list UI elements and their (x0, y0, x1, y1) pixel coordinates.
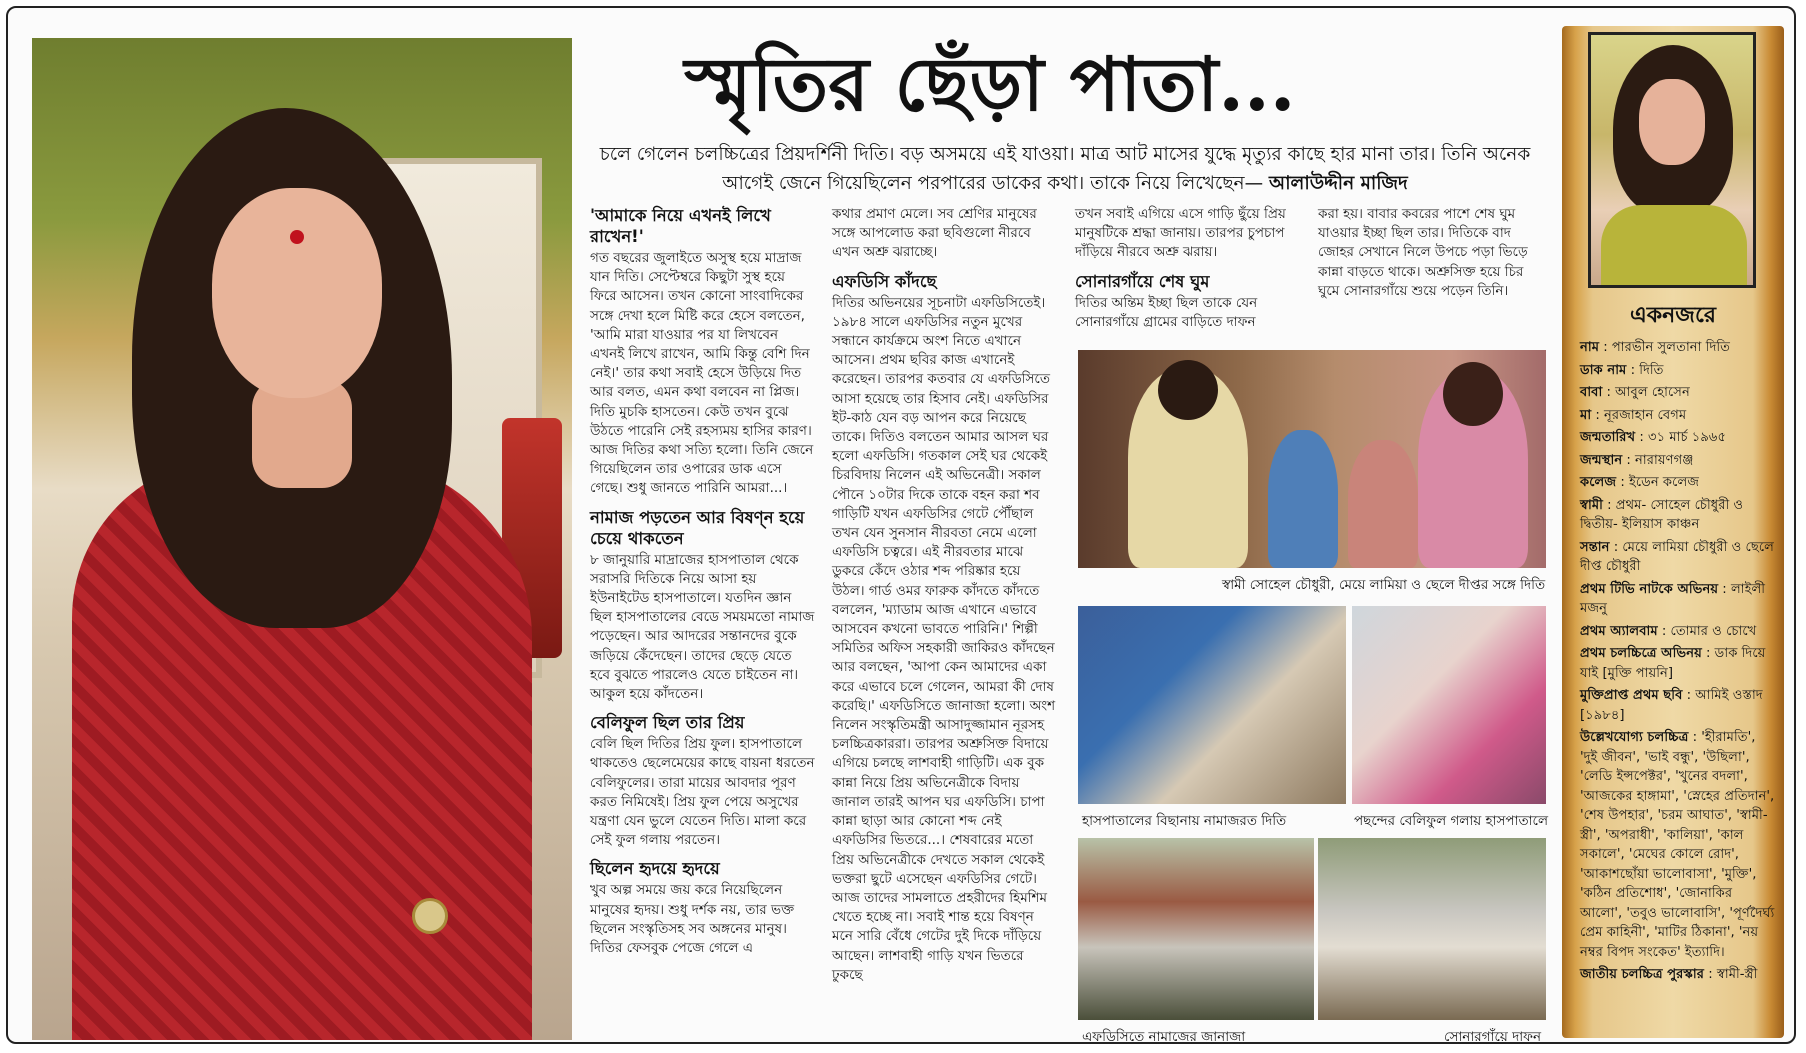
article-column-2 (832, 205, 1057, 989)
portrait-watch (412, 898, 448, 934)
figure-diti-head (1443, 362, 1503, 426)
hospital-flower-photo (1352, 606, 1546, 804)
fact-key: প্রথম চলচ্চিত্রে অভিনয় (1580, 646, 1702, 661)
subheading-sonargaon: সোনারগাঁয়ে শেষ ঘুম (1075, 271, 1210, 291)
fact-row: সন্তান : মেয়ে লামিয়া চৌধুরী ও ছেলে দীপ্ত চৌধুরী (1580, 539, 1775, 574)
fact-key: কলেজ (1580, 475, 1617, 490)
caption-janaza: এফডিসিতে নামাজের জানাজা (1082, 1029, 1246, 1045)
paragraph: করা হয়। বাবার কবরের পাশে শেষ ঘুম যাওয়ার ইচ্ছা ছিল তার। দিতিকে বাদ জোহর সেখানে নিলে উপচে পড়া ভিড়ে কান্না বাড়তে থাকে। অশ্রুসিক্ত হয়ে চির ঘুমে সোনারগাঁয়ে শুয়ে পড়েন তিনি। (1318, 206, 1528, 299)
fact-key: মুক্তিপ্রাপ্ত প্রথম ছবি (1580, 688, 1683, 703)
sidebar-portrait-photo (1588, 32, 1756, 288)
fact-value: স্বামী-স্ত্রী (1716, 967, 1758, 982)
fact-value: 'হীরামতি', 'দুই জীবন', 'ভাই বন্ধু', 'উছিলা', 'লেডি ইন্সপেক্টর', 'খুনের বদলা', 'আজকের হাঙ্গামা', 'স্নেহের প্রতিদান', 'শেষ উপহার', 'চরম আঘাত', 'স্বামী-স্ত্রী', 'অপরাধী', 'কালিয়া', 'কাল সকালে', 'মেঘের কোলে রোদ', 'আকাশছোঁয়া ভালোবাসা', 'মুক্তি', 'কঠিন প্রতিশোধ', 'জোনাকির আলো', 'তবুও ভালোবাসি', 'পূর্ণদৈর্ঘ্য প্রেম কাহিনী', 'মাটির ঠিকানা', 'নয় নম্বর বিপদ সংকেত' ইত্যাদি। (1580, 730, 1775, 960)
fact-value: ডাক দিয়ে যাই [মুক্তি পায়নি] (1580, 646, 1766, 681)
fact-key: মা (1580, 407, 1592, 423)
portrait-bindi (290, 230, 304, 244)
subheading-write-now: 'আমাকে নিয়ে এখনই লিখে রাখেন!' (590, 206, 771, 246)
paragraph: তখন সবাই এগিয়ে এসে গাড়ি ছুঁয়ে প্রিয় মানুষটিকে শ্রদ্ধা জানায়। তারপর চুপচাপ দাঁড়িয়ে নীরবে অশ্রু ঝরায়। (1075, 206, 1286, 261)
fact-key: বাবা (1580, 385, 1603, 400)
fact-value: লাইলী মজনু (1580, 581, 1766, 616)
fact-row: জাতীয় চলচ্চিত্র পুরস্কার : স্বামী-স্ত্রী (1580, 967, 1758, 982)
fact-value: আবুল হোসেন (1615, 385, 1690, 400)
janaza-photo (1078, 838, 1314, 1020)
fact-value: পারভীন সুলতানা দিতি (1611, 340, 1731, 355)
fact-list (1580, 338, 1776, 988)
hospital-prayer-photo (1078, 606, 1346, 804)
paragraph: কথার প্রমাণ মেলে। সব শ্রেণির মানুষের সঙ্গে আপলোড করা ছবিগুলো নীরবে এখন অশ্রু ঝরাচ্ছে। (832, 206, 1037, 261)
article-column-4 (1318, 205, 1540, 305)
fact-value: প্রথম- সোহেল চৌধুরী ও দ্বিতীয়- ইলিয়াস কাঞ্চন (1580, 497, 1744, 532)
family-photo (1078, 350, 1546, 568)
fact-key: জাতীয় চলচ্চিত্র পুরস্কার (1580, 967, 1705, 982)
caption-flower: পছন্দের বেলিফুল গলায় হাসপাতালে (1354, 813, 1549, 829)
paragraph: দিতির অভিনয়ের সূচনাটা এফডিসিতেই। ১৯৮৪ সালে এফডিসির নতুন মুখের সন্ধানে কার্যক্রমে অংশ নিতে এখানে আসেন। প্রথম ছবির কাজ এখানেই করেছেন। তারপর কতবার যে এফডিসিতে আসা হয়েছে তার হিসাব নেই। এফডিসির ইট-কাঠ যেন বড় আপন করে নিয়েছে তাকে। দিতিও বলতেন আমার আসল ঘর হলো এফডিসি। গতকাল সেই ঘর থেকেই চিরবিদায় নিলেন এই অভিনেত্রী। সকাল পৌনে ১০টার দিকে তাকে বহন করা শব গাড়িটি যখন এফডিসির গেটে পৌঁছাল তখন যেন সুনসান নীরবতা নেমে এলো এফডিসি চত্বরে। এই নীরবতার মাঝে ডুকরে কেঁদে ওঠার শব্দ পরিষ্কার হয়ে উঠল। গার্ড ওমর ফারুক কাঁদতে কাঁদতে বললেন, 'ম্যাডাম আজ এখানে এভাবে আসবেন কখনো ভাবতে পারিনি।' শিল্পী সমিতির অফিস সহকারী জাকিরও কাঁদছেন আর বলছেন, 'আপা কেন আমাদের একা করে এভাবে চলে গেলেন, আমরা কী দোষ করেছি।' এফডিসিতে জানাজা হলো। অংশ নিলেন সংস্কৃতিমন্ত্রী আসাদুজ্জামান নূরসহ চলচ্চিত্রকাররা। তারপর অশ্রুসিক্ত বিদায়ে এগিয়ে চলছে লাশবাহী গাড়িটি। এক বুক কান্না নিয়ে প্রিয় অভিনেত্রীকে বিদায় জানাল তারই আপন ঘর এফডিসি। চাপা কান্না ছাড়া আর কোনো শব্দ নেই এফডিসির ভিতরে...। শেষবারের মতো প্রিয় অভিনেত্রীকে দেখতে সকাল থেকেই ভক্তরা ছুটে এসেছেন এফডিসির গেটে। আজ তাদের সামলাতে প্রহরীদের হিমশিম খেতে হচ্ছে না। সবাই শান্ত হয়ে বিষণ্ন মনে সারি বেঁধে গেটের দুই দিকে দাঁড়িয়ে আছেন। লাশবাহী গাড়ি যখন ভিতরে ঢুকছে (832, 294, 1056, 983)
byline: আলাউদ্দীন মাজিদ (1268, 173, 1408, 194)
fact-key: উল্লেখযোগ্য চলচ্চিত্র (1580, 730, 1689, 745)
fact-value: নারায়ণগঞ্জ (1635, 452, 1694, 468)
fact-row: জন্মতারিখ : ৩১ মার্চ ১৯৬৫ (1580, 430, 1727, 445)
figure-husband-head (1158, 360, 1218, 420)
fact-value: দিতি (1639, 362, 1664, 378)
paragraph: বেলি ছিল দিতির প্রিয় ফুল। হাসপাতালে থাকতেও ছেলেমেয়ের কাছে বায়না ধরতেন বেলিফুলের। তারা মায়ের আবদার পূরণ করত নিমিষেই। প্রিয় ফুল পেয়ে অসুখের যন্ত্রণা যেন ভুলে যেতেন দিতি। মালা করে সেই ফুল গলায় পরতেন। (590, 736, 815, 849)
fact-row: প্রথম চলচ্চিত্রে অভিনয় : ডাক দিয়ে যাই [মুক্তি পায়নি] (1580, 646, 1766, 681)
fact-value: মেয়ে লামিয়া চৌধুরী ও ছেলে দীপ্ত চৌধুরী (1580, 539, 1775, 574)
fact-key: জন্মস্থান (1580, 452, 1623, 468)
fact-row: ডাক নাম : দিতি (1580, 362, 1664, 378)
fact-value: নূরজাহান বেগম (1603, 407, 1687, 423)
fact-key: ডাক নাম (1580, 362, 1627, 378)
subheading-belifool: বেলিফুল ছিল তার প্রিয় (590, 713, 745, 733)
main-portrait-photo (32, 38, 572, 1040)
intro-text: চলে গেলেন চলচ্চিত্রের প্রিয়দর্শিনী দিতি। বড় অসময়ে এই যাওয়া। মাত্র আট মাসের যুদ্ধে মৃত্যুর কাছে হার মানা তার। তিনি অনেক আগেই জেনে গিয়েছিলেন পরপারের ডাকের কথা। তাকে নিয়ে লিখেছেন— (599, 144, 1531, 194)
fact-value: তোমার ও চোখে (1670, 623, 1757, 639)
fact-key: সন্তান (1580, 539, 1610, 555)
fact-key: স্বামী (1580, 497, 1603, 513)
sidebar-portrait-face (1639, 79, 1705, 165)
intro-paragraph (585, 140, 1545, 198)
paragraph: গত বছরের জুলাইতে অসুস্থ হয়ে মাদ্রাজ যান দিতি। সেপ্টেম্বরে কিছুটা সুস্থ হয়ে ফিরে আসেন। তখন কোনো সাংবাদিকের সঙ্গে দেখা হলে মিষ্টি করে হেসে বলতেন, 'আমি মারা যাওয়ার পর যা লিখবেন এখনই লিখে রাখেন, আমি কিন্তু বেশি দিন নেই।' তার কথা সবাই হেসে উড়িয়ে দিত আর বলত, এমন কথা বলবেন না প্লিজ। দিতি মুচকি হাসতেন। কেউ তখন বুঝে উঠতে পারেনি সেই রহস্যময় হাসির কারণ। আজ দিতির কথা সত্যি হলো। তিনি জেনে গিয়েছিলেন তার ওপারের ডাক এসে গেছে। শুধু জানতে পারিনি আমরা...। (590, 250, 814, 497)
article-column-1 (590, 205, 815, 962)
fact-row: নাম : পারভীন সুলতানা দিতি (1580, 340, 1731, 355)
fact-key: প্রথম অ্যালবাম (1580, 623, 1658, 639)
paragraph: দিতির অন্তিম ইচ্ছা ছিল তাকে যেন সোনারগাঁয়ে গ্রামের বাড়িতে দাফন (1075, 294, 1258, 330)
paragraph: ৮ জানুয়ারি মাদ্রাজের হাসপাতাল থেকে সরাসরি দিতিকে নিয়ে আসা হয় ইউনাইটেড হাসপাতালে। যতদিন জ্ঞান ছিল হাসপাতালের বেডে সময়মতো নামাজ পড়েছেন। আর আদরের সন্তানদের বুকে জড়িয়ে কেঁদেছেন। তাদের ছেড়ে যেতে হবে বুঝতে পারলেও যেতে চাইতেন না। আকুল হয়ে কাঁদতেন। (590, 551, 815, 703)
sidebar-title: একনজরে (1630, 303, 1716, 328)
sidebar-portrait-body (1601, 205, 1747, 288)
fact-value: ৩১ মার্চ ১৯৬৫ (1648, 430, 1727, 445)
fact-value: আমিই ওস্তাদ [১৯৮৪] (1580, 688, 1763, 723)
fact-row: স্বামী : প্রথম- সোহেল চৌধুরী ও দ্বিতীয়- ইলিয়াস কাঞ্চন (1580, 497, 1744, 532)
fact-row: বাবা : আবুল হোসেন (1580, 385, 1690, 400)
fact-row: জন্মস্থান : নারায়ণগঞ্জ (1580, 452, 1694, 468)
paragraph: খুব অল্প সময়ে জয় করে নিয়েছিলেন মানুষের হৃদয়। শুধু দর্শক নয়, তার ভক্ত ছিলেন সংস্কৃতিসহ সব অঙ্গনের মানুষ। দিতির ফেসবুক পেজে গেলে এ (590, 882, 795, 957)
fact-value: ইডেন কলেজ (1628, 475, 1700, 490)
fact-row: উল্লেখযোগ্য চলচ্চিত্র : 'হীরামতি', 'দুই জীবন', 'ভাই বন্ধু', 'উছিলা', 'লেডি ইন্সপেক্টর', 'খুনের বদলা', 'আজকের হাঙ্গামা', 'স্নেহের প্রতিদান', 'শেষ উপহার', 'চরম আঘাত', 'স্বামী-স্ত্রী', 'অপরাধী', 'কালিয়া', 'কাল সকালে', 'মেঘের কোলে রোদ', 'আকাশছোঁয়া ভালোবাসা', 'মুক্তি', 'কঠিন প্রতিশোধ', 'জোনাকির আলো', 'তবুও ভালোবাসি', 'পূর্ণদৈর্ঘ্য প্রেম কাহিনী', 'মাটির ঠিকানা', 'নয় নম্বর বিপদ সংকেত' ইত্যাদি। (1580, 730, 1775, 960)
fact-row: প্রথম টিভি নাটকে অভিনয় : লাইলী মজনু (1580, 581, 1766, 616)
fact-row: মা : নূরজাহান বেগম (1580, 407, 1687, 423)
subheading-prayer: নামাজ পড়তেন আর বিষণ্ন হয়ে চেয়ে থাকতেন (590, 507, 805, 548)
fact-key: নাম (1580, 340, 1600, 355)
fact-key: প্রথম টিভি নাটকে অভিনয় (1580, 581, 1719, 597)
subheading-hearts: ছিলেন হৃদয়ে হৃদয়ে (590, 859, 720, 879)
fact-row: মুক্তিপ্রাপ্ত প্রথম ছবি : আমিই ওস্তাদ [১৯৮৪] (1580, 688, 1763, 723)
subheading-fdc: এফডিসি কাঁদছে (832, 271, 937, 291)
figure-son (1348, 440, 1418, 568)
fact-row: প্রথম অ্যালবাম : তোমার ও চোখে (1580, 623, 1757, 639)
portrait-face (212, 188, 382, 398)
fact-key: জন্মতারিখ (1580, 430, 1636, 445)
article-column-3 (1075, 205, 1303, 336)
figure-daughter (1268, 430, 1338, 568)
fact-row: কলেজ : ইডেন কলেজ (1580, 475, 1700, 490)
burial-photo (1318, 838, 1546, 1020)
headline: স্মৃতির ছেঁড়া পাতা... (684, 42, 1296, 128)
caption-family: স্বামী সোহেল চৌধুরী, মেয়ে লামিয়া ও ছেলে দীপ্তর সঙ্গে দিতি (1222, 577, 1546, 593)
caption-burial: সোনারগাঁয়ে দাফন (1444, 1029, 1542, 1045)
caption-prayer: হাসপাতালের বিছানায় নামাজরত দিতি (1082, 813, 1287, 829)
